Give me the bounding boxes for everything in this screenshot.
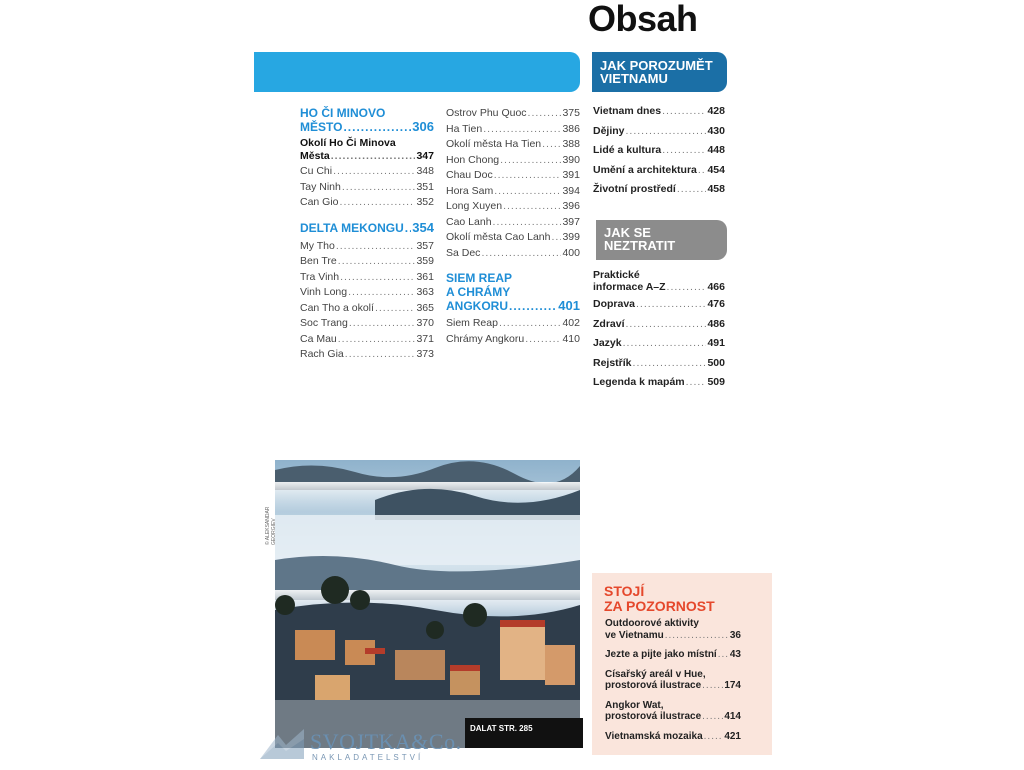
- title-line: STOJÍ: [604, 583, 645, 599]
- toc-item[interactable]: [300, 195, 434, 211]
- page-number: 414: [724, 711, 741, 722]
- toc-item[interactable]: [446, 199, 580, 215]
- toc-item-label: Okolí města Ha Tien: [446, 138, 542, 150]
- highlight-list: [605, 618, 741, 750]
- page-number: 371: [416, 332, 434, 345]
- toc-item-label: Životní prostředí: [593, 183, 676, 195]
- header-color-bar: [254, 52, 580, 92]
- toc-item-label: Ostrov Phu Quoc: [446, 107, 527, 119]
- highlight-box-title: [604, 584, 715, 614]
- toc-item[interactable]: [446, 246, 580, 262]
- page-number: 448: [707, 144, 725, 156]
- page-number: 396: [562, 200, 580, 212]
- toc-item-label: Cao Lanh: [446, 215, 492, 228]
- section-title-line: HO ČI MINOVO: [300, 106, 386, 120]
- toc-item[interactable]: [593, 295, 725, 315]
- section-title-line: A CHRÁMY: [446, 285, 511, 299]
- toc-item-label: Praktické: [593, 269, 640, 281]
- toc-item-label: Zdraví: [593, 317, 625, 330]
- section-title-line: ANGKORU: [446, 299, 508, 313]
- toc-left-column: [300, 106, 434, 363]
- page-number: 373: [416, 348, 434, 360]
- toc-item[interactable]: [593, 354, 725, 374]
- page-number: 466: [707, 281, 725, 293]
- photo-caption: DALAT STR. 285: [465, 718, 583, 748]
- toc-item[interactable]: [446, 332, 580, 348]
- page-number: 348: [416, 165, 434, 177]
- page-number: 402: [562, 317, 580, 329]
- toc-item-label: Can Gio: [300, 196, 339, 208]
- page-number: 500: [707, 356, 725, 369]
- toc-item-label: informace A–Z: [593, 281, 666, 293]
- toc-item[interactable]: [300, 316, 434, 332]
- highlight-item[interactable]: [605, 618, 741, 641]
- page-number: 491: [707, 337, 725, 349]
- toc-item-label: Okolí města Cao Lanh: [446, 231, 551, 243]
- toc-item-label: Hora Sam: [446, 184, 494, 197]
- toc-item-label: My Tho: [300, 239, 335, 252]
- page-number: 351: [416, 180, 434, 193]
- highlight-item-label: Vietnamská mozaika: [605, 730, 703, 742]
- page-number: 36: [729, 629, 741, 641]
- tag-line: JAK SE: [604, 225, 651, 240]
- page-number: 401: [558, 299, 580, 313]
- toc-middle-column: [446, 106, 580, 347]
- toc-item[interactable]: [446, 215, 580, 231]
- toc-item-label: Jazyk: [593, 337, 622, 349]
- toc-item-label: Vinh Long: [300, 286, 348, 298]
- toc-item[interactable]: [300, 164, 434, 180]
- page-number: 430: [707, 124, 725, 137]
- section-title-line: MĚSTO: [300, 120, 343, 134]
- page-number: 375: [562, 107, 580, 119]
- tag-line: VIETNAMU: [600, 71, 668, 86]
- highlight-item[interactable]: [605, 731, 741, 743]
- highlight-item[interactable]: [605, 700, 741, 723]
- toc-item[interactable]: [593, 102, 725, 122]
- toc-item[interactable]: [300, 301, 434, 317]
- page-number: 399: [562, 231, 580, 243]
- highlight-item[interactable]: [605, 669, 741, 692]
- highlight-item-label: prostorová ilustrace: [605, 680, 702, 691]
- toc-item[interactable]: [593, 315, 725, 335]
- toc-item[interactable]: [593, 180, 725, 200]
- toc-right-list-2: [593, 270, 725, 393]
- toc-item-label: Chau Doc: [446, 169, 493, 181]
- highlight-item-label: prostorová ilustrace: [605, 711, 702, 722]
- toc-item[interactable]: [446, 316, 580, 332]
- toc-item-okoli[interactable]: [300, 137, 434, 163]
- toc-item-label: Sa Dec: [446, 246, 481, 259]
- page-title: Obsah: [588, 0, 698, 39]
- toc-item[interactable]: [446, 122, 580, 138]
- section-title-line: SIEM REAP: [446, 271, 513, 285]
- highlight-item[interactable]: [605, 649, 741, 661]
- toc-item[interactable]: [446, 106, 580, 122]
- toc-item-label: Soc Trang: [300, 317, 348, 329]
- toc-item-label: Lidé a kultura: [593, 144, 662, 156]
- highlight-item-label: Outdoorové aktivity: [605, 618, 699, 629]
- page-number: 458: [707, 183, 725, 195]
- toc-item[interactable]: [446, 230, 580, 246]
- section-tag-jak-porozumet[interactable]: [592, 52, 727, 92]
- toc-item[interactable]: [300, 332, 434, 348]
- page-number: 390: [562, 153, 580, 166]
- page-number: 43: [729, 649, 741, 660]
- toc-item-label: Dějiny: [593, 124, 625, 137]
- toc-item-label: Long Xuyen: [446, 200, 503, 212]
- toc-item[interactable]: [300, 180, 434, 196]
- page-number: 363: [416, 286, 434, 298]
- page-number: 361: [416, 270, 434, 283]
- publisher-name: SVOJTKA&Co.: [310, 729, 462, 754]
- tag-line: NEZTRATIT: [604, 238, 676, 253]
- toc-item[interactable]: [300, 347, 434, 363]
- toc-item-label: Tra Vinh: [300, 270, 340, 283]
- page-number: 400: [562, 246, 580, 259]
- page-number: 410: [562, 332, 580, 345]
- toc-item-label: Cu Chi: [300, 165, 333, 177]
- page-number: 421: [724, 730, 741, 742]
- toc-item-label: Okolí Ho Či Minova: [300, 137, 396, 149]
- toc-item-label: Rejstřík: [593, 356, 632, 369]
- highlight-item-label: Císařský areál v Hue,: [605, 668, 706, 680]
- toc-section-siem-reap[interactable]: [446, 271, 580, 313]
- page-number: 306: [412, 120, 434, 134]
- page-number: 365: [416, 301, 434, 314]
- toc-item[interactable]: [593, 334, 725, 354]
- toc-item[interactable]: [446, 168, 580, 184]
- toc-item[interactable]: [446, 184, 580, 200]
- toc-section-ho-chi-minh[interactable]: [300, 106, 434, 134]
- toc-item-label: Ca Mau: [300, 332, 337, 345]
- toc-item-prakticke[interactable]: [593, 270, 725, 293]
- page-number: 357: [416, 239, 434, 252]
- toc-item-label: Can Tho a okolí: [300, 301, 374, 314]
- toc-item-label: Ha Tien: [446, 122, 483, 135]
- toc-item[interactable]: [446, 153, 580, 169]
- page-number: 352: [416, 196, 434, 208]
- dalat-photo: [275, 460, 580, 748]
- page-number: 388: [562, 138, 580, 150]
- tag-line: JAK POROZUMĚT: [600, 58, 713, 73]
- page-number: 394: [562, 184, 580, 197]
- toc-item[interactable]: [593, 161, 725, 181]
- page-number: 359: [416, 255, 434, 267]
- toc-item-label: Města: [300, 150, 330, 162]
- toc-item-label: Vietnam dnes: [593, 105, 662, 117]
- toc-section-mekong[interactable]: [300, 221, 434, 235]
- highlight-item-label: ve Vietnamu: [605, 629, 664, 641]
- toc-item[interactable]: [593, 373, 725, 393]
- page-number: 428: [707, 105, 725, 117]
- page-number: 354: [412, 220, 434, 235]
- page-number: 174: [724, 680, 741, 691]
- title-line: ZA POZORNOST: [604, 598, 715, 614]
- toc-item-label: Umění a architektura: [593, 163, 697, 176]
- page-number: 454: [707, 163, 725, 176]
- toc-item-label: Siem Reap: [446, 317, 498, 329]
- toc-right-list-1: [593, 102, 725, 200]
- highlight-item-label: Angkor Wat,: [605, 699, 664, 711]
- toc-item[interactable]: [446, 137, 580, 153]
- publisher-logo-icon: [258, 725, 308, 765]
- page-number: 476: [707, 298, 725, 310]
- toc-item[interactable]: [300, 254, 434, 270]
- toc-item-label: Tay Ninh: [300, 180, 341, 193]
- page-number: 370: [416, 317, 434, 329]
- highlight-item-label: Jezte a pijte jako místní: [605, 649, 717, 660]
- page-number: 509: [707, 376, 725, 388]
- page-number: 347: [416, 150, 434, 162]
- toc-item-label: Legenda k mapám: [593, 376, 685, 388]
- publisher-subtitle: NAKLADATELSTVÍ: [312, 753, 424, 762]
- toc-item-label: Doprava: [593, 298, 636, 310]
- photo-credit: © ALEKSANDAR GEORGIEV: [265, 506, 277, 545]
- foggy-town-illustration: [275, 460, 580, 748]
- toc-item[interactable]: [300, 285, 434, 301]
- toc-item-label: Ben Tre: [300, 255, 337, 267]
- toc-item[interactable]: [593, 141, 725, 161]
- page-number: 391: [562, 169, 580, 181]
- toc-item-label: Rach Gia: [300, 348, 344, 360]
- toc-item-label: Hon Chong: [446, 153, 500, 166]
- toc-item[interactable]: [593, 122, 725, 142]
- toc-item[interactable]: [300, 239, 434, 255]
- section-tag-jak-se-neztratit[interactable]: [596, 220, 727, 260]
- toc-item[interactable]: [300, 270, 434, 286]
- page-number: 386: [562, 122, 580, 135]
- page-number: 486: [707, 317, 725, 330]
- page-number: 397: [562, 215, 580, 228]
- toc-item-label: Chrámy Angkoru: [446, 332, 525, 345]
- section-title: DELTA MEKONGU: [300, 220, 404, 235]
